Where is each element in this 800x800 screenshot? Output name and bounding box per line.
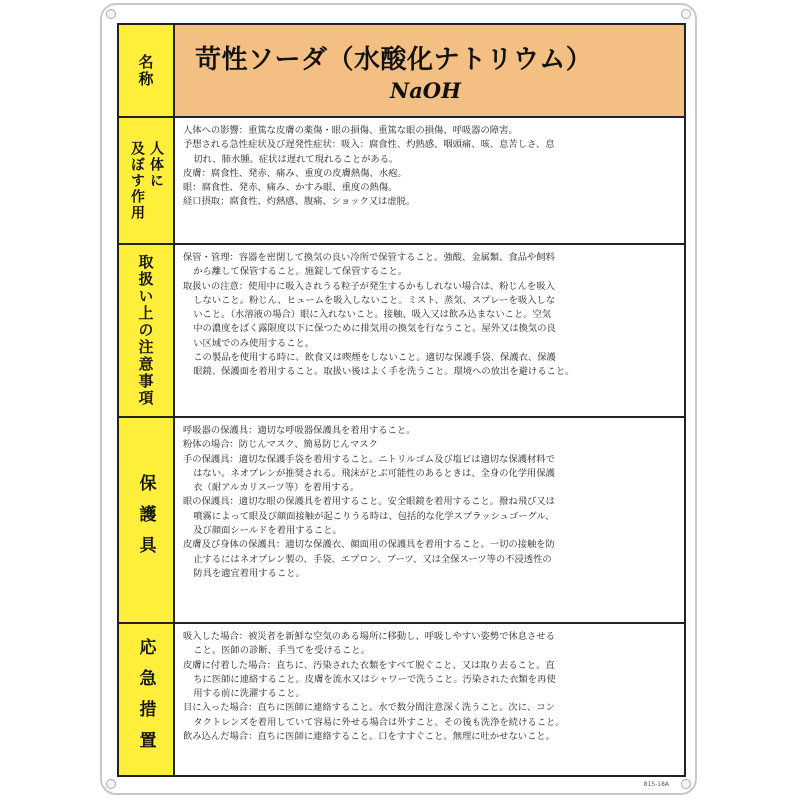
info-table (117, 23, 686, 777)
text-line: 飲み込んだ場合：直ちに医師に連絡すること。口をすすぐこと。無理に吐かせないこと。 (183, 731, 555, 743)
text-line: 皮膚に付着した場合：直ちに、汚染された衣類をすべて脱ぐこと、又は取り去ること。直 (183, 659, 555, 671)
section-label-cell (119, 245, 175, 416)
text-line: い区域でのみ使用すること。 (193, 337, 315, 349)
text-line: この製品を使用する時に、飲食又は喫煙をしないこと。適切な保護手袋、保護衣、保護 (193, 352, 556, 364)
text-line: 中の濃度をばく露限度以下に保つために排気用の換気を行なうこと。屋外又は換気の良 (193, 323, 556, 335)
section-first-aid (119, 624, 684, 775)
text-line: 切れ、肺水腫。症状は遅れて現れることがある。 (193, 153, 399, 165)
section-content (175, 418, 684, 622)
text-line: 噴霧によって眼及び顔面接触が起こりうる時は、包括的な化学スプラッシュゴーグル、 (193, 510, 555, 522)
mounting-hole-icon (681, 9, 691, 19)
section-label: 応急措置 (135, 637, 156, 762)
text-line: いこと。（水溶液の場合）眼に入れないこと。接触、吸入又は飲み込まないこと。空気 (193, 309, 552, 321)
text-line: 保管・管理：容器を密閉して換気の良い冷所で保管すること。強酸、金属類、食品や飼料 (183, 252, 555, 263)
text-line: こと。医師の診断、手当てを受けること。 (193, 645, 370, 657)
text-line: しないこと。粉じん、ヒュームを吸入しないこと。ミスト、蒸気、スプレーを吸入しな (193, 294, 556, 306)
text-line: 皮膚：腐食性、発赤、痛み、重度の皮膚熱傷、水疱。 (183, 167, 407, 179)
text-line: 眼の保護具：適切な眼の保護具を着用すること。安全眼鏡を着用すること。撥ね飛び又は (183, 496, 555, 508)
text-line: 人体への影響：重篤な皮膚の薬傷・眼の損傷、重篤な眼の損傷、呼吸器の障害。 (183, 125, 518, 136)
text-line: 呼吸器の保護具：適切な呼吸器保護具を着用すること。 (183, 425, 416, 436)
text-line: 用する前に洗濯すること。 (193, 688, 305, 700)
section-label-cell (119, 118, 175, 243)
text-line: 衣（耐アルカリスーツ等）を着用する。 (193, 482, 360, 494)
chemical-name: 苛性ソーダ（水酸化ナトリウム） (195, 44, 593, 75)
chemical-safety-sign (100, 3, 697, 795)
section-content (175, 118, 684, 243)
mounting-hole-icon (106, 779, 116, 789)
text-line: 眼：腐食性、発赤、痛み、かすみ眼、重度の熱傷。 (183, 182, 398, 194)
text-line: はない。ネオプレンが推奨される。飛沫がとぶ可能性のあるときは、全身の化学用保護 (193, 467, 555, 479)
title-cell (175, 25, 684, 116)
section-content (175, 245, 684, 416)
section-label-line: 及ぼす作用 (129, 140, 145, 221)
chemical-formula: NaOH (390, 77, 461, 103)
text-line: 予想される急性症状及び遅発性症状：吸入：腐食性、灼熱感、咽頭痛、咳、息苦しさ、息 (183, 139, 555, 151)
product-code: 815-18A (643, 781, 669, 788)
text-line: 取扱いの注意：使用中に吸入されうる粒子が発生するかもしれない場合は、粉じんを吸入 (183, 280, 555, 292)
text-line: 及び顔面シールドを着用すること。 (193, 525, 342, 537)
section-handling-precautions (119, 245, 684, 418)
section-label: 保護具 (135, 473, 156, 567)
section-label-line: 人体に (148, 140, 164, 189)
text-line: 皮膚及び身体の保護具：適切な保護衣、顔面用の保護具を着用すること。一切の接触を防 (183, 539, 555, 551)
text-line: 止するにはネオプレン製の、手袋、エプロン、ブーツ、又は全保スーツ等の不浸透性の (193, 553, 552, 565)
section-label: 取扱い上の注意事項 (136, 254, 155, 407)
text-line: 眼鏡、保護面を着用すること。取扱い後はよく手を洗うこと。環境への放出を避けること。 (193, 366, 575, 378)
text-line: 目に入った場合：直ちに医師に連絡すること。水で数分間注意深く洗うこと。次に、コン (183, 702, 555, 714)
text-line: 防具を適宜着用すること。 (193, 567, 305, 579)
text-line: 手の保護具：適切な保護手袋を着用すること。ニトリルゴム及び塩ビは適切な保護材料で (183, 453, 555, 465)
text-line: から離して保管すること。施錠して保管すること。 (193, 266, 408, 278)
section-label (127, 141, 165, 221)
text-line: タクトレンズを着用していて容易に外せる場合は外すこと。その後も洗浄を続けること。 (193, 716, 565, 728)
mounting-hole-icon (106, 9, 116, 19)
name-label-cell (119, 25, 175, 116)
name-row (119, 25, 684, 118)
section-content (175, 624, 684, 775)
section-label-cell (119, 624, 175, 775)
section-protective-equipment (119, 418, 684, 624)
text-line: 粉体の場合：防じんマスク、簡易防じんマスク (183, 439, 378, 451)
section-health-effects (119, 118, 684, 245)
mounting-hole-icon (681, 779, 691, 789)
name-label: 名称 (136, 53, 155, 88)
section-label-cell (119, 418, 175, 622)
text-line: 経口摂取：腐食性、灼熱感、腹痛、ショック又は虚脱。 (183, 196, 416, 208)
text-line: ちに医師に連絡すること。皮膚を流水又はシャワーで洗うこと。汚染された衣類を再使 (193, 673, 556, 685)
text-line: 吸入した場合：被災者を新鮮な空気のある場所に移動し、呼吸しやすい姿勢で休息させる (183, 631, 555, 642)
